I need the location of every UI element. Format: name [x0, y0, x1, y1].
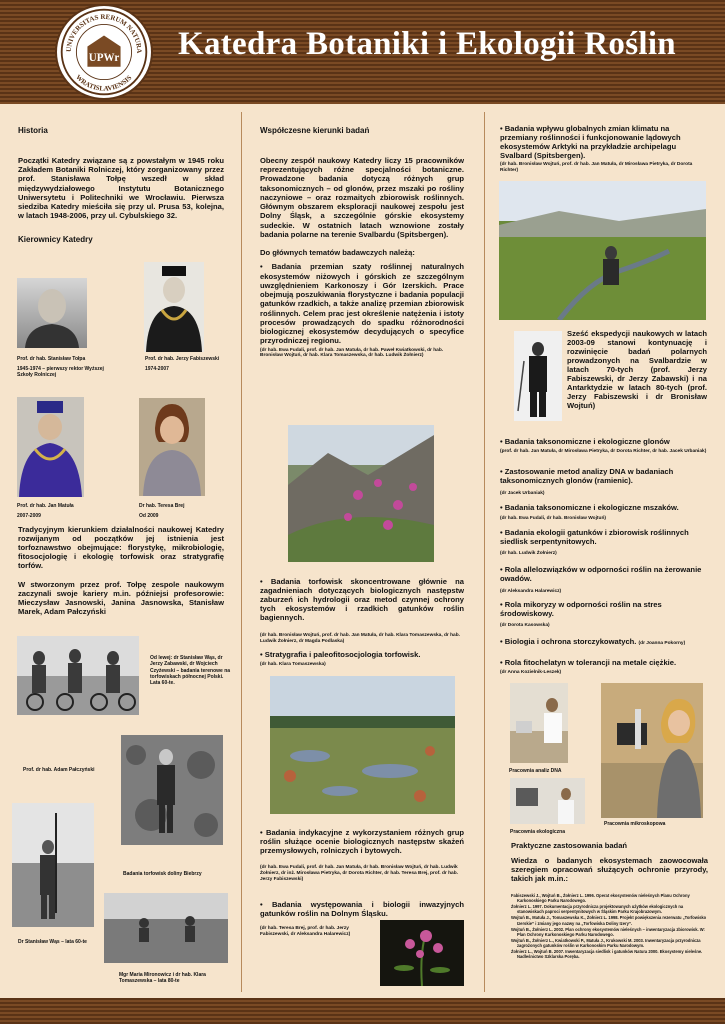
- photo-matula: [17, 397, 84, 497]
- topic-dna: • Zastosowanie metod analizy DNA w badaniach taksonomicznych glonów (ramienic).: [500, 467, 674, 486]
- caption-mironowicz: Mgr Maria Mironowicz i dr hab. Klara Tomaszewska – lata 80-te: [119, 972, 206, 985]
- seal-letters: UPWr: [88, 52, 120, 65]
- photo-fabiszewski: [144, 262, 204, 352]
- applied-title: Praktyczne zastosowania badań: [511, 841, 628, 850]
- caption-microscope-lab: Pracownia mikroskopowa: [604, 821, 666, 827]
- column-research: [260, 118, 464, 359]
- topic-phytochelatins-authors: (dr Anna Kozielnik-Leszek): [500, 670, 562, 675]
- topic-orchids: [500, 637, 710, 647]
- topic-bryophytes: • Badania taksonomiczne i ekologiczne mszaków.: [500, 503, 679, 512]
- topic-climate-authors: (dr hab. Bronisław Wojtuń, prof. dr hab. Jan Matuła, dr Mirosława Pietryka, dr Dorota Richter): [500, 162, 693, 174]
- topic-climate: • Badania wpływu globalnych zmian klimatu na przemiany roślinności i funkcjonowanie lądowych ekosystemów Arktyki na przykładzie archipelagu Svalbard (Spitsbergen).: [500, 124, 681, 161]
- topic-allelochemicals: • Rola allelozwiązków w odporności roślin na żerowanie owadów.: [500, 565, 702, 584]
- reference-item: Fabiszewski J., Wojtuń B., Żołnierz L. 1996. Operat ekosystemów nieleśnych Planu Ochrony Karkonoskiego Parku Narodowego.: [511, 893, 690, 904]
- caption-fieldwork-group: Od lewej: dr Stanisław Wąs, dr Jerzy Zabawski, dr Wojciech Czyżewski – badania terenowe na torfowiskach północnej Polski. Lata 60-te.: [150, 655, 231, 686]
- reference-item: Żołnierz L. 1997. Dokumentacja przyrodnicza projektowanych użytków ekologicznych na stanowiskach paproci serpentynitowych w Śląskim Parku Krajobrazowym.: [511, 904, 684, 915]
- reference-item: Wojtuń B., Żołnierz L. 2002. Plan ochrony ekosystemów nieleśnych – inwentaryzacja zbiorowisk. W: Plan Ochrony Karkonoskiego Parku Narodowego.: [511, 926, 705, 937]
- column-history: [18, 118, 224, 248]
- photo-fieldwork-group: [17, 636, 139, 715]
- caption-brej-name: Dr hab. Teresa Brej: [139, 503, 185, 509]
- section-title-research: Współczesne kierunki badań: [260, 126, 370, 135]
- caption-fabiszewski-years: 1974-2007: [145, 366, 169, 372]
- topic-vegetation: • Badania przemian szaty roślinnej naturalnych ekosystemów niżowych i górskich ze szczególnym uwzględnieniem Karkonoszy i Gór Izerskich. Prace obejmują poszukiwania florystyczne i badania populacji gatunków rzadkich, a także analizę przemian zbiorowisk roślinnych. Celem prac jest określenie natężenia i istoty procesów prowadzących do spadku różnorodności biologicznej ekosystemów decydujących o specyfice przyrodniczej regionu.: [260, 262, 464, 346]
- caption-brej-years: Od 2009: [139, 513, 159, 519]
- photo-dna-lab: [510, 683, 568, 763]
- topic-invasive-authors: (dr hab. Teresa Brej, prof. dr hab. Jerzy Fabiszewski, dr Aleksandra Halarewicz): [260, 926, 351, 937]
- research-intro: Obecny zespół naukowy Katedry liczy 15 pracowników reprezentujących różne specjalności botaniczne. Prowadzone badania dotyczą różnych grup taksonomicznych – od glonów, przez mszaki po rośliny naczyniowe – oraz rozmaitych zbiorowisk roślinnych. Głównym obszarem eksploracji naukowej zespołu jest Dolny Śląsk, a szczególnie górskie ekosystemy sudeckie. W ostatnich latach wznowione zostały badania polarne na terenie Svalbardu (Spitsbergen).: [260, 155, 464, 239]
- polar-expeditions-text: Sześć ekspedycji naukowych w latach 2003-09 stanowi kontynuację i rozwinięcie badań polarnych prowadzonych na Svalbardzie w latach 70-tych (prof. Jerzy Fabiszewski, dr Jerzy Zabawski) i na Antarktydzie w latach 80-tych (prof. Jerzy Fabiszewski i dr Bronisław Wojtuń): [567, 329, 707, 410]
- reference-item: Wojtuń B., Żołnierz L., Kwiatkowski P., Matuła J., Krukowski M. 2003. Inwentaryzacja przyrodnicza zagrożonych gatunków roślin w Karkonoskim Parku Narodowym.: [511, 937, 701, 948]
- topic-indication: • Badania indykacyjne z wykorzystaniem różnych grup roślin służące ocenie biologicznych następstw skażeń przemysłowych, rolniczych i bytowych.: [260, 828, 464, 855]
- photo-svalbard: [499, 181, 706, 320]
- caption-matula-years: 2007-2009: [17, 513, 41, 519]
- topic-orchids-text: • Biologia i ochrona storczykowatych.: [500, 637, 637, 646]
- caption-matula-name: Prof. dr hab. Jan Matuła: [17, 503, 74, 509]
- photo-tolpa: [17, 278, 87, 348]
- column-research-cont: [500, 118, 708, 174]
- caption-tolpa-name: Prof. dr hab. Stanisław Tołpa: [17, 356, 86, 362]
- photo-mironowicz: [104, 893, 228, 963]
- applied-text: Wiedza o badanych ekosystemach zaowocowała szeregiem opracowań służących ochronie przyrody, takich jak m.in.:: [511, 856, 708, 883]
- caption-eco-lab: Pracownia ekologiczna: [510, 829, 566, 835]
- university-seal: [55, 4, 153, 100]
- references-list: [511, 893, 708, 960]
- topic-algae-authors: (prof. dr hab. Jan Matuła, dr Mirosława Pietryka, dr Dorota Richter, dr hab. Jacek Urbaniak): [500, 449, 707, 454]
- photo-mountain-flowers: [288, 425, 434, 562]
- topic-vegetation-authors: (dr hab. Ewa Fudali, prof. dr hab. Jan Matuła, dr hab. Paweł Kwiatkowski, dr hab. Bronisław Wojtuń, dr hab. Klara Tomaszewska, dr hab. Ludwik Żołnierz): [260, 347, 444, 359]
- photo-biebrza: [121, 735, 223, 845]
- photo-invasive-plant: [380, 920, 464, 986]
- topic-allelochemicals-authors: (dr Aleksandra Halarewicz): [500, 589, 562, 594]
- reference-item: Żołnierz L., Wojtuń B. 2007. Inwentaryzacja siedlisk i gatunków Natura 2000. Ekosystemy nieleśne. Nadleśnictwo Szklarska Poręba.: [511, 949, 703, 960]
- caption-was: Dr Stanisław Wąs – lata 60-te: [18, 939, 87, 945]
- topic-invasive: • Badania występowania i biologii inwazyjnych gatunków roślin na Dolnym Śląsku.: [260, 900, 464, 918]
- history-intro: Początki Katedry związane są z powstałym w 1945 roku Zakładem Botaniki Rolniczej, który zorganizowany przez prof. Stanisława Tołpę wszedł w skład międzywydziałowego Instytutu Botanicznego Uniwersytetu i Politechniki we Wrocławiu. Pierwsza siedziba Katedry mieściła się przy ul. Prusa 53, kolejna, w latach 1948-2006, przy ul. Cybulskiego 32.: [18, 155, 224, 221]
- topic-indication-authors: (dr hab. Ewa Fudali, prof. dr hab. Jan Matuła, dr hab. Bronisław Wojtuń, dr hab. Ludwik Żołnierz, dr inż. Mirosława Pietryka, dr Dorota Richter, dr hab. Teresa Brej, prof. dr hab. Jerzy Fabiszewski): [260, 865, 458, 882]
- photo-microscope-lab: [601, 683, 703, 818]
- topic-orchids-authors: (dr Joanna Pokorny): [638, 641, 686, 646]
- footer-band: [0, 998, 725, 1024]
- column-divider: [484, 112, 485, 992]
- topic-peatlands-authors: (dr hab. Bronisław Wojtuń, prof. dr hab. Jan Matuła, dr hab. Klara Tomaszewska, dr hab. Ludwik Żołnierz, dr Magda Podlaska): [260, 633, 460, 644]
- photo-eco-lab: [510, 778, 585, 824]
- photo-was: [12, 803, 94, 927]
- heads-title: Kierownicy Katedry: [18, 234, 93, 244]
- topic-peatlands: • Badania torfowisk skoncentrowane głównie na zagadnieniach dotyczących biologicznych następstw zaburzeń ich hydrologii oraz metod czynnej ochrony tych ekosystemów i rzadkich gatunków roślin bagiennych.: [260, 577, 464, 622]
- caption-palczynski: Prof. dr hab. Adam Pałczyński: [23, 767, 95, 773]
- topic-mycorrhiza: • Rola mikoryzy w odporności roślin na stres środowiskowy.: [500, 600, 662, 619]
- caption-biebrza: Badania torfowisk doliny Biebrzy: [123, 871, 202, 877]
- topic-serpentine: • Badania ekologii gatunków i zbiorowisk roślinnych siedlisk serpentynitowych.: [500, 528, 689, 547]
- page-title: Katedra Botaniki i Ekologii Roślin: [178, 26, 676, 62]
- history-peat-text: Tradycyjnym kierunkiem działalności naukowej Katedry rozwijanym od początków jej istnienia jest torfoznawstwo obejmujące: florystykę, mikrobiologię, fitosocjologię i ekologię torfowisk oraz stratygrafię torfów.: [18, 525, 224, 570]
- seal-text-bottom: WRATISLAVIENSIS: [74, 73, 134, 93]
- topic-mycorrhiza-authors: (dr Dorota Kasowska): [500, 623, 550, 628]
- research-main-topics: Do głównych tematów badawczych należą:: [260, 248, 415, 257]
- topic-stratigraphy: • Stratygrafia i paleofitosocjologia torfowisk.: [260, 650, 421, 659]
- section-title-history: Historia: [18, 126, 48, 135]
- history-team-text: W stworzonym przez prof. Tołpę zespole naukowym zaczynali swoje kariery m.in. późniejsi profesorowie: Mieczysław Jasnowski, Janina Jasnowska, Stanisław Marek, Adam Pałczyński: [18, 580, 224, 616]
- topic-algae: • Badania taksonomiczne i ekologiczne glonów: [500, 437, 670, 446]
- seal-text-top: UNIVERSITAS RERUM NATURA: [65, 13, 143, 54]
- reference-item: Wojtuń B., Matuła J., Tomaszewska K., Żołnierz L. 1998. Projekt powiększenia rezerwatu „Torfowisko Izerskie” i zmiany jego nazwy na „Torfowiska Doliny Izery”.: [511, 915, 707, 926]
- topic-phytochelatins: • Rola fitochelatyn w tolerancji na metale ciężkie.: [500, 658, 677, 667]
- topic-stratigraphy-authors: (dr hab. Klara Tomaszewska): [260, 662, 326, 667]
- topic-bryophytes-authors: (dr hab. Ewa Fudali, dr hab. Bronisław Wojtuń): [500, 516, 606, 521]
- column-divider: [241, 112, 242, 992]
- topic-serpentine-authors: (dr hab. Ludwik Żołnierz): [500, 551, 557, 556]
- topic-dna-authors: (dr Jacek Urbaniak): [500, 491, 545, 496]
- caption-fabiszewski-name: Prof. dr hab. Jerzy Fabiszewski: [145, 356, 220, 362]
- caption-tolpa-years: 1945-1974 – pierwszy rektor Wyższej Szkoły Rolniczej: [17, 366, 104, 379]
- photo-brej: [139, 398, 205, 496]
- photo-expedition-member: [514, 331, 562, 421]
- caption-dna-lab: Pracownia analiz DNA: [509, 768, 562, 774]
- photo-peatland: [270, 676, 455, 814]
